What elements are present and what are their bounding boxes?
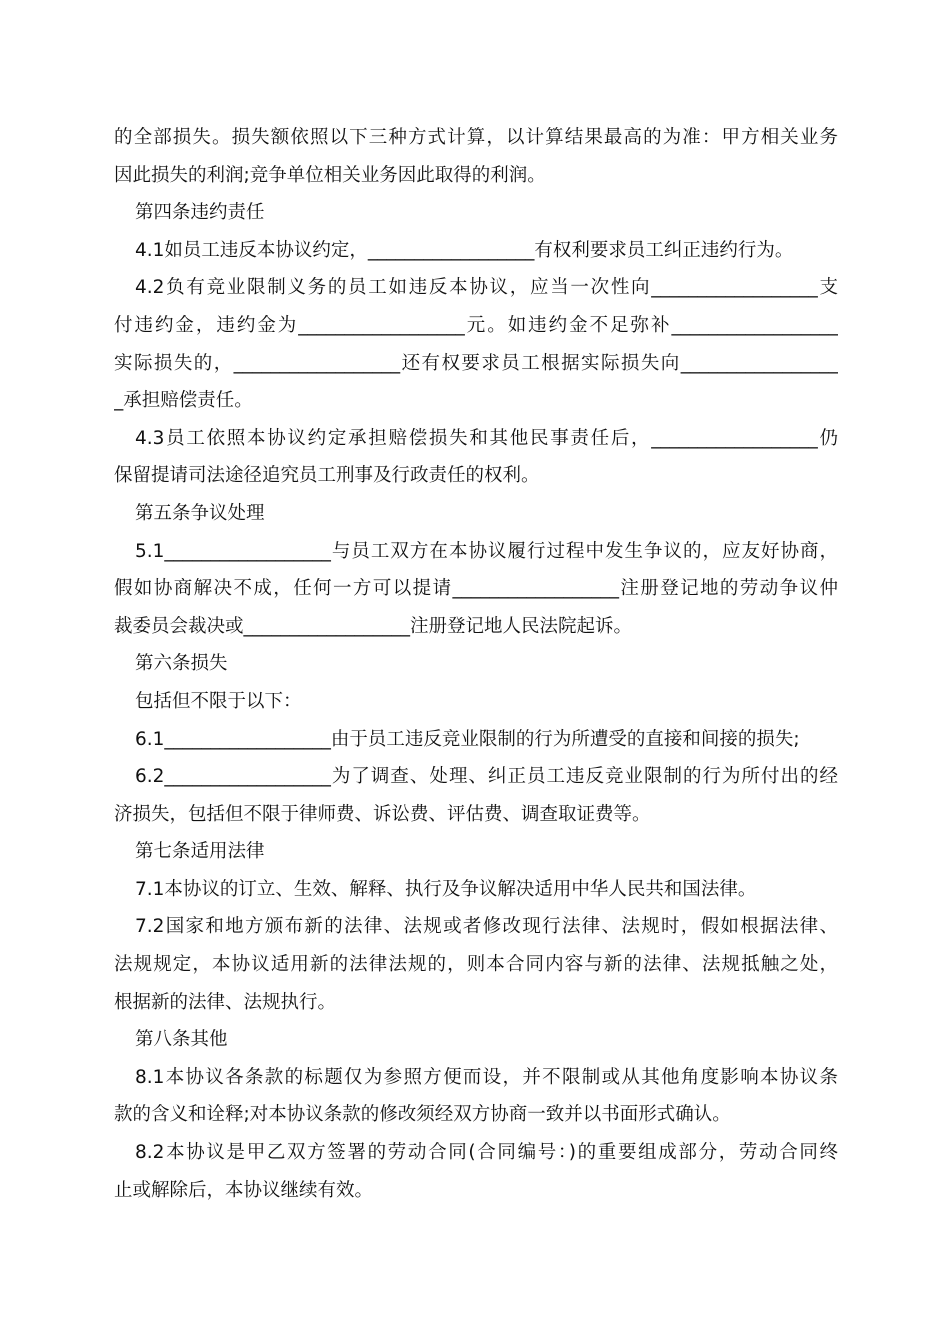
text-line: 5.1__________________与员工双方在本协议履行过程中发生争议的，应友好协商， <box>135 540 838 562</box>
section-heading: 第七条适用法律 <box>135 841 265 863</box>
section-heading: 第六条损失 <box>135 653 228 675</box>
text-line: 8.1本协议各条款的标题仅为参照方便而设，并不限制或从其他角度影响本协议条 <box>135 1066 838 1088</box>
text-line: 法规规定，本协议适用新的法律法规的，则本合同内容与新的法律、法规抵触之处， <box>114 954 838 976</box>
text-line: 包括但不限于以下： <box>135 690 302 712</box>
text-line: 8.2本协议是甲乙双方签署的劳动合同(合同编号：)的重要组成部分，劳动合同终 <box>135 1142 838 1164</box>
section-heading: 第五条争议处理 <box>135 502 265 524</box>
section-heading: 第四条违约责任 <box>135 202 265 224</box>
text-line: 6.2__________________为了调查、处理、纠正员工违反竞业限制的行为所付出的经 <box>135 766 838 788</box>
text-line: 止或解除后，本协议继续有效。 <box>114 1179 374 1201</box>
text-line: _承担赔偿责任。 <box>114 390 253 412</box>
text-line: 7.1本协议的订立、生效、解释、执行及争议解决适用中华人民共和国法律。 <box>135 878 757 900</box>
text-line: 根据新的法律、法规执行。 <box>114 991 337 1013</box>
text-line: 假如协商解决不成，任何一方可以提请__________________注册登记地的劳动争议仲 <box>114 578 838 600</box>
text-line: 裁委员会裁决或__________________注册登记地人民法院起诉。 <box>114 615 633 637</box>
text-line: 4.1如员工违反本协议约定，__________________有权利要求员工纠正违约行为。 <box>135 239 794 261</box>
document-page <box>114 119 838 1209</box>
text-line: 保留提请司法途径追究员工刑事及行政责任的权利。 <box>114 465 540 487</box>
text-line: 的全部损失。损失额依照以下三种方式计算，以计算结果最高的为准：甲方相关业务 <box>114 127 838 148</box>
text-line: 4.2负有竞业限制义务的员工如违反本协议，应当一次性向__________________支 <box>135 277 838 299</box>
text-line: 款的含义和诠释;对本协议条款的修改须经双方协商一致并以书面形式确认。 <box>114 1104 731 1126</box>
section-heading: 第八条其他 <box>135 1029 228 1051</box>
text-line: 实际损失的，__________________还有权要求员工根据实际损失向_________________ <box>114 352 838 374</box>
text-line: 付违约金，违约金为__________________元。如违约金不足弥补__________________ <box>114 314 838 336</box>
text-line: 6.1__________________由于员工违反竞业限制的行为所遭受的直接和间接的损失; <box>135 728 800 750</box>
text-line: 因此损失的利润;竞争单位相关业务因此取得的利润。 <box>114 164 546 186</box>
text-line: 4.3员工依照本协议约定承担赔偿损失和其他民事责任后，__________________仍 <box>135 427 838 449</box>
text-line: 济损失，包括但不限于律师费、诉讼费、评估费、调查取证费等。 <box>114 803 651 825</box>
text-line: 7.2国家和地方颁布新的法律、法规或者修改现行法律、法规时，假如根据法律、 <box>135 916 838 938</box>
